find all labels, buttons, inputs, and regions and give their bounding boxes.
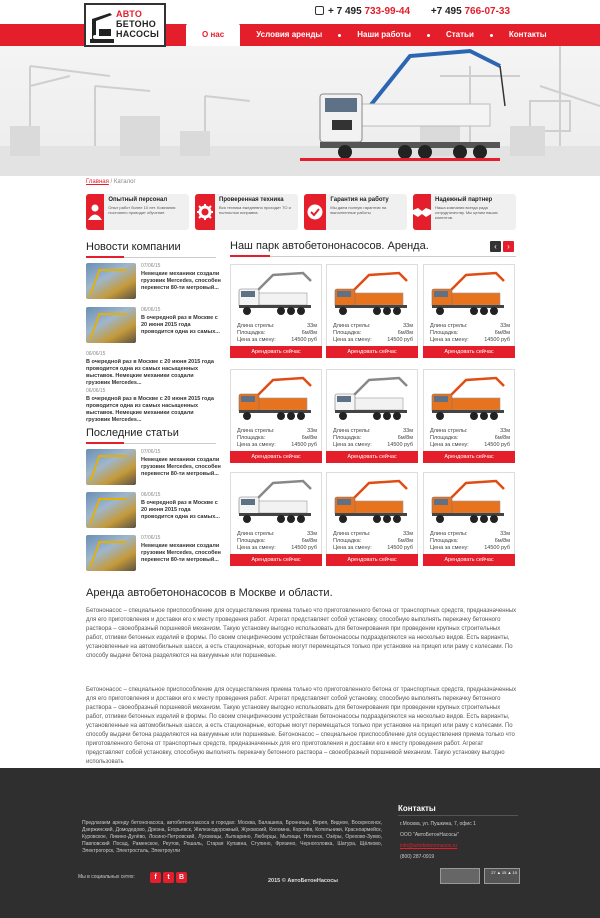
seo-paragraph-2: Бетононасос – специальное приспособление для осуществления приема только что приготовленного бетона от транспортных средств, предназначенных для его приготовления и доставки его к месту проведения работ. Агрегат представляет собой установку, способную выполнять перекачку бетонного раствора – своеобразный поршневой механизм. Такую установку выгодно использовать для бетонирования при проведении крупных строительных работ, отливки бетонных изделий в формы. По своим специфическим устройствам бетононасосы подразделяются на несколько видов. Есть варианты, установленные на автомобильных шасси, а есть стационарные, которые могут перемещаться только при установке на прицеп или раму с колесами. По способу выдачи бетона разделяются на вакуумные или поршневые. Бетононасос – специальное приспособление для осуществления приема только что приготовленного бетона от транспортных средств, предназначенных для его приготовления и доставки его к месту проведения работ. Агрегат представляет собой установку, способную выполнять перекачку бетонного раствора – своеобразный поршневой механизм. Такую установку выгодно использовать [86, 687, 517, 765]
seo-heading: Аренда автобетононасосов в Москве и области. [86, 587, 333, 599]
seo-paragraph-1: Бетононасос – специальное приспособление для осуществления приема только что приготовленного бетона от транспортных средств, предназначенных для его приготовления и доставки его к месту проведения работ. Агрегат представляет собой установку, способную выполнять перекачку бетонного раствора – своеобразный поршневой механизм. Такую установку выгодно использовать для бетонирования при проведении крупных строительных работ, отливки бетонных изделий в формы. По своим специфическим устройствам бетононасосы подразделяются на несколько видов. Есть варианты, установленные на автомобильных шасси, а есть стационарные, которые могут перемещаться только при установке на прицеп или раму с колесами. По способу выдачи бетона разделяются на вакуумные или поршневые. [86, 608, 517, 659]
rent-now-button[interactable]: Арендовать сейчас [423, 554, 515, 566]
article-thumbnail[interactable] [86, 492, 136, 528]
facebook-icon[interactable]: f [150, 872, 161, 883]
feature-title: Надежный партнер [435, 197, 493, 203]
social-label: Мы в социальных сетях: [78, 874, 135, 880]
phones [315, 6, 528, 17]
feature-text: Вся техника ежедневно проходит ТО и полностью исправна. [219, 205, 291, 215]
news-link[interactable]: В очередной раз в Москве с 20 июня 2015 года проводится одна из самых насыщенных выставок. Немецкие механики создали грузовик Mercedes... [86, 396, 214, 423]
feature-staff [86, 194, 189, 230]
breadcrumb: Главная / Каталог [86, 179, 136, 185]
phone-icon [315, 6, 324, 15]
heading-underline [86, 257, 216, 258]
feature-text: Мы даем полную гарантию на выполненные работы [330, 205, 387, 215]
feature-text: Опыт работ более 10 лет. Компания постоянно проводит обучение. [108, 205, 176, 215]
gear-icon [197, 204, 213, 220]
truck-specs: Длина стрелы: 33м Площадка: 6м/8м Цена за смену: 14500 руб [430, 323, 510, 343]
breadcrumb-current: Каталог [113, 179, 136, 185]
twitter-icon[interactable]: t [163, 872, 174, 883]
counter-badge[interactable]: 27 ▲ 15 ▲ 10 [484, 868, 520, 884]
rent-now-button[interactable]: Арендовать сейчас [423, 451, 515, 463]
feature-text: Наша компания всегда рада сотрудничеству. Мы ценим наших клиентов. [435, 205, 498, 220]
catalog-card[interactable] [326, 472, 418, 566]
carousel-next-button[interactable]: › [503, 241, 514, 252]
article-thumbnail[interactable] [86, 449, 136, 485]
counter-badge[interactable] [440, 868, 480, 884]
breadcrumb-home[interactable]: Главная [86, 179, 109, 185]
catalog-card[interactable] [423, 472, 515, 566]
catalog-card[interactable] [326, 264, 418, 358]
news-item[interactable]: 07/06/15 Немецкие механики создали грузовик Mercedes, способен перевести 80-ти метровый... [86, 263, 218, 303]
news-item[interactable]: 06/06/15 В очередной раз в Москве с 20 июня 2015 года проводится одна из самых насыщенных выставок. Немецкие механики создали грузовик Mercedes... [86, 388, 218, 422]
phone-1[interactable]: + 7 495 733-99-44 [315, 6, 410, 17]
truck-specs: Длина стрелы: 33м Площадка: 6м/8м Цена за смену: 14500 руб [237, 428, 317, 448]
rent-now-button[interactable]: Арендовать сейчас [230, 451, 322, 463]
catalog-card[interactable] [230, 264, 322, 358]
feature-title: Гарантия на работу [330, 197, 389, 203]
rent-now-button[interactable]: Арендовать сейчас [326, 554, 418, 566]
copyright: 2015 © АвтоБетонНасосы [268, 878, 338, 884]
contacts-heading: Контакты [398, 804, 436, 813]
hero-banner [0, 46, 600, 176]
truck-specs: Длина стрелы: 33м Площадка: 6м/8м Цена за смену: 14500 руб [333, 323, 413, 343]
news-link[interactable]: В очередной раз в Москве с 20 июня 2015 года проводится одна из самых... [141, 315, 220, 335]
catalog-card[interactable] [230, 369, 322, 463]
truck-image[interactable] [329, 269, 415, 319]
article-item[interactable]: 07/06/15 Немецкие механики создали грузовик Mercedes, способен перевести 80-ти метровый... [86, 449, 218, 489]
heading-underline [230, 256, 516, 257]
news-item[interactable]: 06/06/15 В очередной раз в Москве с 20 июня 2015 года проводится одна из самых... [86, 307, 218, 347]
truck-image[interactable] [426, 477, 512, 527]
catalog-card[interactable] [326, 369, 418, 463]
nav-our-works[interactable]: Наши работы [357, 30, 411, 39]
rent-now-button[interactable]: Арендовать сейчас [423, 346, 515, 358]
truck-specs: Длина стрелы: 33м Площадка: 6м/8м Цена за смену: 14500 руб [237, 323, 317, 343]
article-link[interactable]: В очередной раз в Москве с 20 июня 2015 года проводится одна из самых... [141, 500, 220, 520]
catalog-card[interactable] [423, 369, 515, 463]
truck-image[interactable] [233, 269, 319, 319]
heading-underline [86, 443, 216, 444]
truck-image[interactable] [329, 374, 415, 424]
news-thumbnail[interactable] [86, 263, 136, 299]
article-link[interactable]: Немецкие механики создали грузовик Mercedes, способен перевести 80-ти метровый... [141, 457, 221, 477]
catalog-heading: Наш парк автобетононасосов. Аренда. [230, 240, 429, 252]
contacts-divider [398, 815, 518, 816]
email-link[interactable]: info@avtobetononasos.ru [400, 843, 458, 849]
address: г.Москва, ул. Пушкина, 7, офис 1 [400, 821, 476, 827]
rent-now-button[interactable]: Арендовать сейчас [326, 451, 418, 463]
news-item[interactable]: 06/06/15 В очередной раз в Москве с 20 июня 2015 года проводится одна из самых насыщенных выставок. Немецкие механики создали грузовик Mercedes... [86, 351, 218, 385]
person-icon [88, 204, 102, 220]
logo[interactable] [84, 3, 166, 47]
truck-specs: Длина стрелы: 33м Площадка: 6м/8м Цена за смену: 14500 руб [333, 428, 413, 448]
handshake-icon [413, 206, 431, 218]
truck-image[interactable] [329, 477, 415, 527]
phone-2[interactable]: +7 495 766-07-33 [430, 6, 511, 17]
truck-specs: Длина стрелы: 33м Площадка: 6м/8м Цена за смену: 14500 руб [430, 531, 510, 551]
news-heading: Новости компании [86, 241, 181, 253]
rent-now-button[interactable]: Арендовать сейчас [326, 346, 418, 358]
truck-image[interactable] [426, 374, 512, 424]
nav-contacts[interactable]: Контакты [508, 30, 547, 39]
rent-now-button[interactable]: Арендовать сейчас [230, 554, 322, 566]
feature-title: Опытный персонал [108, 197, 168, 203]
hero-illustration [0, 46, 600, 176]
logo-line-1: АВТО [116, 9, 143, 19]
feature-title: Проверенная техника [219, 197, 284, 203]
truck-image[interactable] [426, 269, 512, 319]
vk-icon[interactable]: B [176, 872, 187, 883]
catalog-card[interactable] [423, 264, 515, 358]
footer [0, 768, 600, 918]
news-thumbnail[interactable] [86, 307, 136, 343]
feature-partner [413, 194, 516, 230]
logo-line-3: НАСОСЫ [116, 29, 160, 39]
article-link[interactable]: Немецкие механики создали грузовик Mercedes, способен перевести 80-ти метровый... [141, 543, 221, 563]
crane-logo-icon [90, 11, 114, 43]
news-link[interactable]: В очередной раз в Москве с 20 июня 2015 года проводится одна из самых насыщенных выставок. Немецкие механики создали грузовик Mercedes... [86, 359, 214, 386]
articles-heading: Последние статьи [86, 427, 179, 439]
footer-regions: Предлагаем аренду бетононасоса, автобетононасоса в городах: Москва, Балашиха, Бронницы, Верея, Видное, Воскресенск, Дзержинский, Домодедово, Дрезна, Егорьевск, Железнодорожный, Жуковский, Коломна, Королёв, Котельники, Красноармейск, Куровское, Ликино-Дулёво, Лосино-Петровский, Луховицы, Лыткарино, Люберцы, Мытищи, Ногинск, Озёры, Орехово-Зуево, Павловский Посад, Раменское, Реутов, Рошаль, Старая Купавна, Ступино, Фрязино, Черноголовка, Шатура, Щёлково, Электрогорск, Электросталь, Электроугли [82, 820, 382, 854]
article-item[interactable]: 07/06/15 Немецкие механики создали грузовик Mercedes, способен перевести 80-ти метровый... [86, 535, 218, 575]
company-name: ООО "АвтоБетонНасосы" [400, 832, 459, 838]
check-badge-icon [307, 204, 323, 220]
truck-specs: Длина стрелы: 33м Площадка: 6м/8м Цена за смену: 14500 руб [333, 531, 413, 551]
news-link[interactable]: Немецкие механики создали грузовик Mercedes, способен перевести 80-ти метровый... [141, 271, 221, 291]
truck-image[interactable] [233, 477, 319, 527]
nav-about[interactable]: О нас [186, 24, 240, 46]
truck-specs: Длина стрелы: 33м Площадка: 6м/8м Цена за смену: 14500 руб [430, 428, 510, 448]
header [0, 0, 600, 48]
article-item[interactable]: 06/06/15 В очередной раз в Москве с 20 июня 2015 года проводится одна из самых... [86, 492, 218, 532]
logo-line-2: БЕТОНО [116, 19, 157, 29]
truck-image[interactable] [233, 374, 319, 424]
feature-guarantee [304, 194, 407, 230]
truck-specs: Длина стрелы: 33м Площадка: 6м/8м Цена за смену: 14500 руб [237, 531, 317, 551]
nav-rent-terms[interactable]: Условия аренды [256, 30, 323, 39]
main-nav [186, 24, 563, 46]
nav-articles[interactable]: Статьи [445, 30, 474, 39]
carousel-prev-button[interactable]: ‹ [490, 241, 501, 252]
article-thumbnail[interactable] [86, 535, 136, 571]
catalog-card[interactable] [230, 472, 322, 566]
footer-phone[interactable]: (800) 287-0919 [400, 854, 435, 860]
feature-equipment [195, 194, 298, 230]
rent-now-button[interactable]: Арендовать сейчас [230, 346, 322, 358]
